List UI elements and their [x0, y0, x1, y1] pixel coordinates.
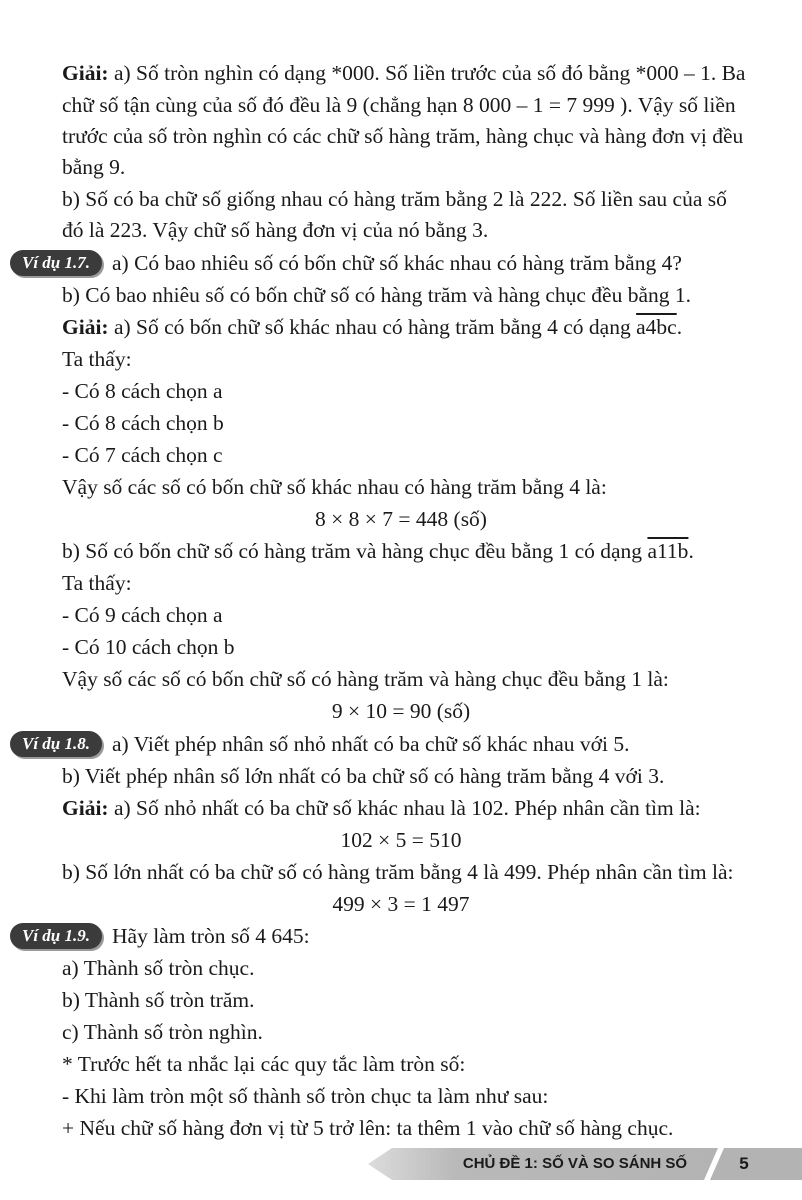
- text-line: b) Số có ba chữ số giống nhau có hàng trăm bằng 2 là 222. Số liền sau của số: [62, 187, 727, 211]
- text-line: trước của số tròn nghìn có các chữ số hàng trăm, hàng chục và hàng đơn vị đều: [62, 124, 744, 148]
- list-item: a) Thành số tròn chục.: [62, 956, 255, 980]
- solution-label: Giải:: [62, 796, 109, 820]
- text-line: bằng 9.: [62, 155, 126, 179]
- list-item: - Có 8 cách chọn a: [62, 379, 223, 403]
- list-item: - Có 9 cách chọn a: [62, 603, 223, 627]
- list-item: - Có 10 cách chọn b: [62, 635, 235, 659]
- solution-line: b) Số lớn nhất có ba chữ số có hàng trăm bằng 4 là 499. Phép nhân cần tìm là:: [62, 860, 734, 884]
- question-line: Hãy làm tròn số 4 645:: [112, 924, 310, 948]
- question-line: a) Có bao nhiêu số có bốn chữ số khác nhau có hàng trăm bằng 4?: [112, 251, 682, 275]
- solution-line: Giải: a) Số tròn nghìn có dạng *000. Số liền trước của số đó bằng *000 – 1. Ba: [62, 61, 746, 85]
- number-form: a4bc: [636, 315, 677, 339]
- text-line: chữ số tận cùng của số đó đều là 9 (chẳng hạn 8 000 – 1 = 7 999 ). Vậy số liền: [62, 93, 736, 117]
- equation: 102 × 5 = 510: [340, 828, 462, 852]
- text-line: - Khi làm tròn một số thành số tròn chục ta làm như sau:: [62, 1084, 549, 1108]
- example-badge-1-9: Ví dụ 1.9.: [10, 923, 102, 949]
- text-line: đó là 223. Vậy chữ số hàng đơn vị của nó bằng 3.: [62, 218, 489, 242]
- question-line: b) Có bao nhiêu số có bốn chữ số có hàng trăm và hàng chục đều bằng 1.: [62, 283, 692, 307]
- text-line: Ta thấy:: [62, 347, 132, 371]
- solution-line: Giải: a) Số có bốn chữ số khác nhau có hàng trăm bằng 4 có dạng a4bc.: [62, 315, 683, 339]
- example-badge-1-8: Ví dụ 1.8.: [10, 731, 102, 757]
- text-line: Vậy số các số có bốn chữ số có hàng trăm và hàng chục đều bằng 1 là:: [62, 667, 669, 691]
- page-number: 5: [739, 1154, 749, 1173]
- solution-label: Giải:: [62, 315, 109, 339]
- question-line: b) Viết phép nhân số lớn nhất có ba chữ số có hàng trăm bằng 4 với 3.: [62, 764, 665, 788]
- list-item: - Có 7 cách chọn c: [62, 443, 223, 467]
- number-form: a11b: [647, 539, 689, 563]
- text-line: Ta thấy:: [62, 571, 132, 595]
- solution-line: Giải: a) Số nhỏ nhất có ba chữ số khác nhau là 102. Phép nhân cần tìm là:: [62, 796, 701, 820]
- text-line: Vậy số các số có bốn chữ số khác nhau có hàng trăm bằng 4 là:: [62, 475, 607, 499]
- page-footer: [368, 1148, 802, 1180]
- text-line: * Trước hết ta nhắc lại các quy tắc làm tròn số:: [62, 1052, 466, 1076]
- solution-label: Giải:: [62, 61, 109, 85]
- list-item: - Có 8 cách chọn b: [62, 411, 224, 435]
- example-badge-1-7: Ví dụ 1.7.: [10, 250, 102, 276]
- question-line: a) Viết phép nhân số nhỏ nhất có ba chữ số khác nhau với 5.: [112, 732, 630, 756]
- equation: 8 × 8 × 7 = 448 (số): [315, 507, 487, 531]
- text-line: + Nếu chữ số hàng đơn vị từ 5 trở lên: ta thêm 1 vào chữ số hàng chục.: [62, 1116, 674, 1140]
- equation: 499 × 3 = 1 497: [332, 892, 470, 916]
- footer-chapter-title: CHỦ ĐỀ 1: SỐ VÀ SO SÁNH SỐ: [462, 1155, 688, 1172]
- list-item: b) Thành số tròn trăm.: [62, 988, 255, 1012]
- list-item: c) Thành số tròn nghìn.: [62, 1020, 263, 1044]
- solution-line: b) Số có bốn chữ số có hàng trăm và hàng chục đều bằng 1 có dạng a11b.: [62, 539, 694, 563]
- equation: 9 × 10 = 90 (số): [331, 699, 471, 723]
